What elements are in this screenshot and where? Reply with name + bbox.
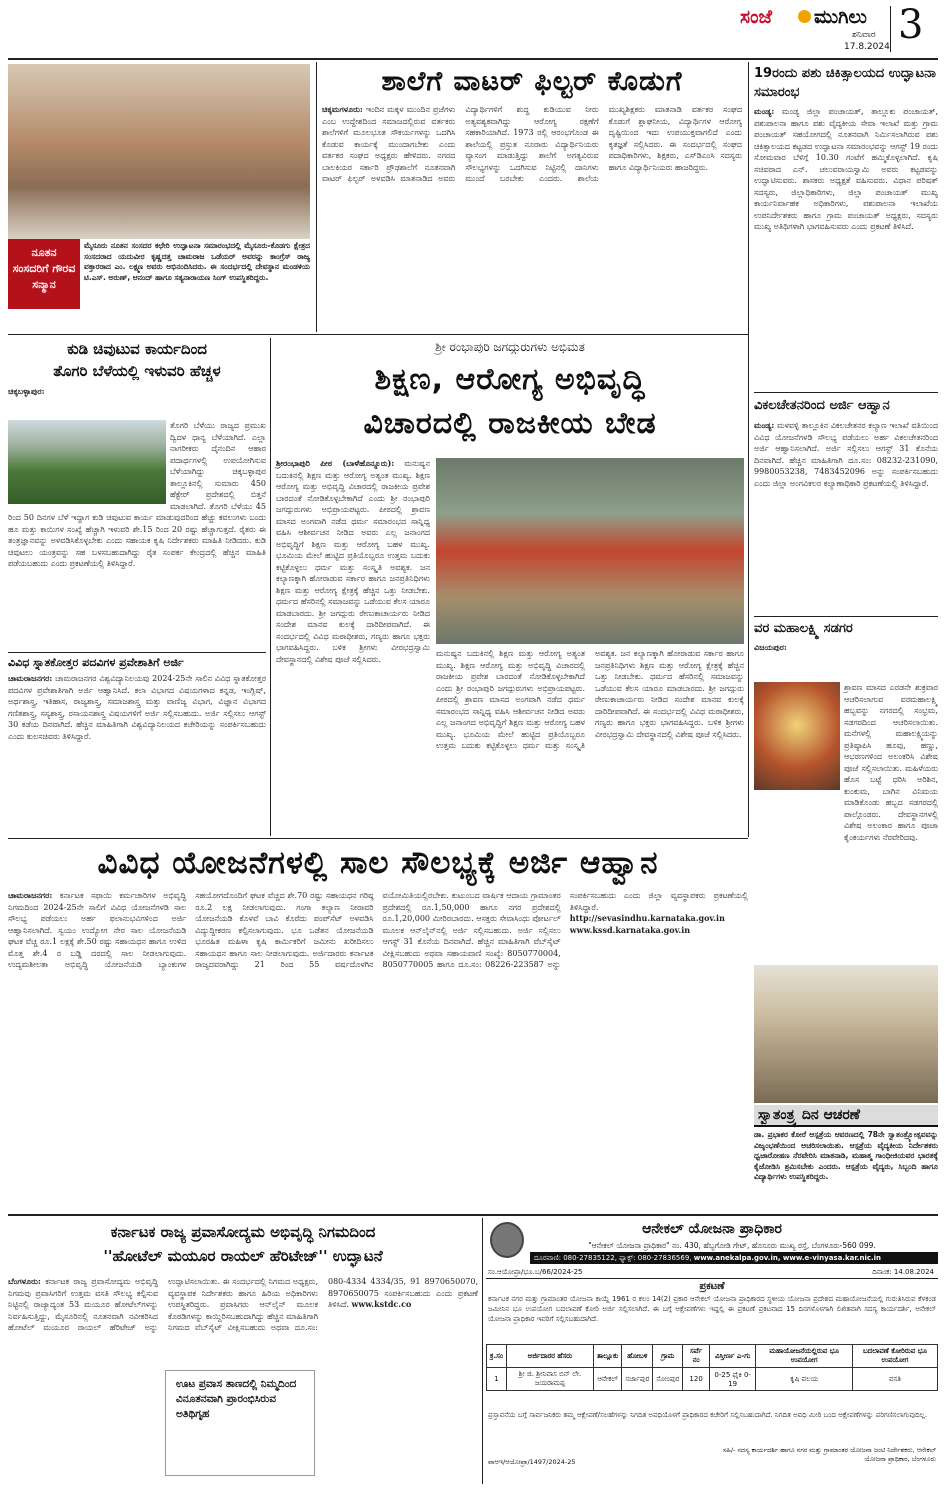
rambhapuri-kicker: ಶ್ರೀ ರಂಭಾಪುರಿ ಜಗದ್ಗುರುಗಳು ಅಭಿಮತ bbox=[435, 340, 585, 354]
vet-hospital-body: ಮಂಡ್ಯ: ಮಂಡ್ಯ ಜಿಲ್ಲಾ ಪಂಚಾಯತ್, ತಾಲ್ಲೂಕು ಪಂಚಾಯತ್, ಪಶುಪಾಲನಾ ಹಾಗೂ ಪಶು ವೈದ್ಯಕೀಯ ಸೇವಾ ಇಲಾಖೆ ಮತ್ತು ಗ್ರಾಮ ಪಂಚಾಯತ್ ಸಹಯೋಗದಲ್ಲಿ ನೂತನವಾಗಿ ನಿರ್ಮಿಸಲಾಗಿರುವ ಪಶು ಚಿಕಿತ್ಸಾಲಯದ ಕಟ್ಟಡದ ಉದ್ಘಾಟನಾ ಸಮಾರಂಭವನ್ನು ಆಗಸ್ಟ್ 19 ರಂದು ಸೋಮವಾರ ಬೆಳಿಗ್ಗೆ 10.30 ಗಂಟೆಗೆ ಹಮ್ಮಿಕೊಳ್ಳಲಾಗಿದೆ. ಕೃಷಿ ಸಚಿವರಾದ ಎನ್. ಚಲುವರಾಯಸ್ವಾಮಿ ಅವರು ಕಟ್ಟಡವನ್ನು ಉದ್ಘಾಟಿಸುವರು. ಶಾಸಕರು ಅಧ್ಯಕ್ಷತೆ ವಹಿಸುವರು. ವಿಧಾನ ಪರಿಷತ್ ಸದಸ್ಯರು, ಜಿಲ್ಲಾಧಿಕಾರಿಗಳು, ಜಿಲ್ಲಾ ಪಂಚಾಯತ್ ಮುಖ್ಯ ಕಾರ್ಯನಿರ್ವಾಹಕ ಅಧಿಕಾರಿಗಳು, ಪಶುಪಾಲನಾ ಇಲಾಖೆಯ ಉಪನಿರ್ದೇಶಕರು ಹಾಗೂ ಗ್ರಾಮ ಪಂಚಾಯತ್ ಅಧ್ಯಕ್ಷರು, ಸದಸ್ಯರು ಮುಖ್ಯ ಅತಿಥಿಗಳಾಗಿ ಭಾಗವಹಿಸುವರು ಎಂದು ಪ್ರಕಟಣೆ ತಿಳಿಸಿದೆ. bbox=[754, 106, 938, 231]
anekal-date: ದಿನಾಂಕ: 14.08.2024 bbox=[872, 1268, 934, 1276]
masthead-date: 17.8.2024 bbox=[844, 42, 890, 52]
sun-icon bbox=[798, 10, 811, 23]
varamahalakshmi-body: ಶ್ರಾವಣ ಮಾಸದ ಎರಡನೇ ಶುಕ್ರವಾರ ಆಚರಿಸಲಾಗುವ ವರಮಹಾಲಕ್ಷ್ಮಿ ಹಬ್ಬವನ್ನು ನಗರದಲ್ಲಿ ಸಂಭ್ರಮ, ಸಡಗರದಿಂದ ಆಚರಿಸಲಾಯಿತು. ಮನೆಗಳಲ್ಲಿ ಮಹಾಲಕ್ಷ್ಮಿಯನ್ನು ಪ್ರತಿಷ್ಠಾಪಿಸಿ ಹೂವು, ಹಣ್ಣು, ಆಭರಣಗಳಿಂದ ಅಲಂಕರಿಸಿ ವಿಶೇಷ ಪೂಜೆ ಸಲ್ಲಿಸಲಾಯಿತು. ಮಹಿಳೆಯರು ಹೊಸ ಬಟ್ಟೆ ಧರಿಸಿ ಅರಿಶಿನ, ಕುಂಕುಮ, ಬಾಗಿನ ವಿನಿಮಯ ಮಾಡಿಕೊಂಡು ಹಬ್ಬದ ಸಡಗರದಲ್ಲಿ ಪಾಲ್ಗೊಂಡರು. ದೇವಸ್ಥಾನಗಳಲ್ಲಿ ವಿಶೇಷ ಅಲಂಕಾರ ಹಾಗೂ ಪೂಜಾ ಕೈಂಕರ್ಯಗಳು ನೆರವೇರಿದವು. bbox=[844, 683, 938, 842]
hotel-mayura-body: ಬೆಂಗಳೂರು: ಕರ್ನಾಟಕ ರಾಜ್ಯ ಪ್ರವಾಸೋದ್ಯಮ ಅಭಿವೃದ್ಧಿ ನಿಗಮವು ಪ್ರವಾಸಿಗರಿಗೆ ಉತ್ತಮ ವಸತಿ ಸೌಲಭ್ಯ ಕಲ್ಪಿಸುವ ನಿಟ್ಟಿನಲ್ಲಿ ರಾಜ್ಯಾದ್ಯಂತ 53 ಮಯೂರ ಹೋಟೆಲ್‌ಗಳನ್ನು ನಿರ್ವಹಿಸುತ್ತಿದ್ದು, ಮೈಸೂರಿನಲ್ಲಿ ನೂತನವಾಗಿ ನವೀಕರಿಸಿದ ಹೋಟೆಲ್ ಮಯೂರ ರಾಯಲ್ ಹೆರಿಟೇಜ್ ಅನ್ನು ಉದ್ಘಾಟಿಸಲಾಯಿತು. ಈ ಸಂದರ್ಭದಲ್ಲಿ ನಿಗಮದ ಅಧ್ಯಕ್ಷರು, ವ್ಯವಸ್ಥಾಪಕ ನಿರ್ದೇಶಕರು ಹಾಗೂ ಹಿರಿಯ ಅಧಿಕಾರಿಗಳು ಉಪಸ್ಥಿತರಿದ್ದರು. ಪ್ರವಾಸಿಗರು ಆನ್‌ಲೈನ್ ಮೂಲಕ ಕೊಠಡಿಗಳನ್ನು ಕಾಯ್ದಿರಿಸಬಹುದಾಗಿದ್ದು ಹೆಚ್ಚಿನ ಮಾಹಿತಿಗಾಗಿ ನಿಗಮದ ವೆಬ್‌ಸೈಟ್ ವೀಕ್ಷಿಸಬಹುದು ಅಥವಾ ದೂ.ಸಂ: 080-4334 4334/35, 91 8970650070, 8970650075 ಸಂಪರ್ಕಿಸಬಹುದು ಎಂದು ಪ್ರಕಟಣೆ ತಿಳಿಸಿದೆ. www.kstdc.co bbox=[8, 1276, 478, 1332]
varamahalakshmi-body-top: ವಿಜಯಪುರ: bbox=[754, 642, 787, 652]
anekal-notice bbox=[486, 1220, 938, 1484]
hotel-mayura-box: ಊಟ ಪ್ರವಾಸ ತಾಣದಲ್ಲಿ ನಿಮ್ಮದಿಂದ ವಿನೂತನವಾಗಿ ಪ್ರಾರಂಭಿಸಿರುವ ಅತಿಥಿಗೃಹ bbox=[165, 1370, 315, 1476]
water-filter-body: ಚಿಕ್ಕಮಗಳೂರು: ಇಂದಿನ ಮಕ್ಕಳ ಮುಂದಿನ ಪ್ರಜೆಗಳು ಎಂಬ ಉದ್ದೇಶದಿಂದ ಸಮಾಜದಲ್ಲಿರುವ ವರ್ತಕರು ಶಾಲೆಗಳಿಗೆ ಮೂಲಭೂತ ಸೌಕರ್ಯಗಳನ್ನು ಒದಗಿಸಿ ಕೊಡುವ ಕಾರ್ಯಕ್ಕೆ ಮುಂದಾಗಬೇಕು ಎಂದು ವರ್ತಕರ ಸಂಘದ ಅಧ್ಯಕ್ಷರು ಹೇಳಿದರು. ನಗರದ ಬಾಲಕಿಯರ ಸರ್ಕಾರಿ ಪ್ರೌಢಶಾಲೆಗೆ ನೂತನವಾಗಿ ವಾಟರ್ ಫಿಲ್ಟರ್ ಅಳವಡಿಸಿ ಮಾತನಾಡಿದ ಅವರು ವಿದ್ಯಾರ್ಥಿಗಳಿಗೆ ಶುದ್ಧ ಕುಡಿಯುವ ನೀರು ಅತ್ಯವಶ್ಯಕವಾಗಿದ್ದು ಆರೋಗ್ಯ ರಕ್ಷಣೆಗೆ ಸಹಕಾರಿಯಾಗಿದೆ. 1973 ರಲ್ಲಿ ಆರಂಭಗೊಂಡ ಈ ಶಾಲೆಯಲ್ಲಿ ಪ್ರಸ್ತುತ ನೂರಾರು ವಿದ್ಯಾರ್ಥಿನಿಯರು ವ್ಯಾಸಂಗ ಮಾಡುತ್ತಿದ್ದು ಶಾಲೆಗೆ ಅಗತ್ಯವಿರುವ ಸೌಲಭ್ಯಗಳನ್ನು ಒದಗಿಸುವ ನಿಟ್ಟಿನಲ್ಲಿ ದಾನಿಗಳು ಮುಂದೆ ಬರಬೇಕು ಎಂದರು. ಶಾಲೆಯ ಮುಖ್ಯಶಿಕ್ಷಕರು ಮಾತನಾಡಿ ವರ್ತಕರ ಸಂಘದ ಕೊಡುಗೆ ಶ್ಲಾಘನೀಯ, ವಿದ್ಯಾರ್ಥಿಗಳ ಆರೋಗ್ಯ ದೃಷ್ಟಿಯಿಂದ ಇದು ಉಪಯುಕ್ತವಾಗಲಿದೆ ಎಂದು ಕೃತಜ್ಞತೆ ಸಲ್ಲಿಸಿದರು. ಈ ಸಂದರ್ಭದಲ್ಲಿ ಸಂಘದ ಪದಾಧಿಕಾರಿಗಳು, ಶಿಕ್ಷಕರು, ಎಸ್‌ಡಿಎಂಸಿ ಸದಸ್ಯರು ಹಾಗೂ ವಿದ್ಯಾರ್ಥಿನಿಯರು ಹಾಜರಿದ್ದರು. bbox=[322, 104, 742, 183]
vikalachetana-headline: ವಿಕಲಚೇತನರಿಂದ ಅರ್ಜಿ ಆಹ್ವಾನ bbox=[754, 398, 890, 413]
rambhapuri-body-right: ಮನುಷ್ಯನ ಬದುಕಿನಲ್ಲಿ ಶಿಕ್ಷಣ ಮತ್ತು ಆರೋಗ್ಯ ಅತ್ಯಂತ ಮುಖ್ಯ. ಶಿಕ್ಷಣ ಆರೋಗ್ಯ ಮತ್ತು ಅಭಿವೃದ್ಧಿ ವಿಚಾರದಲ್ಲಿ ರಾಜಕೀಯ ಪ್ರವೇಶ ಬಾರದಂತೆ ನೋಡಿಕೊಳ್ಳಬೇಕಾಗಿದೆ ಎಂದು ಶ್ರೀ ರಂಭಾಪುರಿ ಜಗದ್ಗುರುಗಳು ಅಭಿಪ್ರಾಯಪಟ್ಟರು. ಪೀಠದಲ್ಲಿ ಶ್ರಾವಣ ಮಾಸದ ಅಂಗವಾಗಿ ನಡೆದ ಧರ್ಮ ಸಮಾರಂಭದ ಸಾನ್ನಿಧ್ಯ ವಹಿಸಿ ಆಶೀರ್ವಚನ ನೀಡಿದ ಅವರು ಎಲ್ಲ ಜನಾಂಗದ ಅಭಿವೃದ್ಧಿಗೆ ಶಿಕ್ಷಣ ಮತ್ತು ಆರೋಗ್ಯ ಬಹಳ ಮುಖ್ಯ. ಭೂಮಿಯ ಮೇಲೆ ಹುಟ್ಟಿದ ಪ್ರತಿಯೊಬ್ಬರೂ ಉತ್ತಮ ಬದುಕು ಕಟ್ಟಿಕೊಳ್ಳಲು ಧರ್ಮ ಮತ್ತು ಸಂಸ್ಕೃತಿ ಅವಶ್ಯಕ. ಜನ ಕಲ್ಯಾಣಕ್ಕಾಗಿ ಹೋರಾಡುವ ಸರ್ಕಾರ ಹಾಗೂ ಜನಪ್ರತಿನಿಧಿಗಳು ಶಿಕ್ಷಣ ಮತ್ತು ಆರೋಗ್ಯ ಕ್ಷೇತ್ರಕ್ಕೆ ಹೆಚ್ಚಿನ ಒತ್ತು ನೀಡಬೇಕು. ಧರ್ಮದ ಹೆಸರಿನಲ್ಲಿ ಸಮಾಜವನ್ನು ಒಡೆಯುವ ಕೆಲಸ ಯಾರೂ ಮಾಡಬಾರದು. ಶ್ರೀ ಜಗದ್ಗುರು ರೇಣುಕಾಚಾರ್ಯರು ನೀಡಿದ ಸಂದೇಶ ಮಾನವ ಕುಲಕ್ಕೆ ದಾರಿದೀಪವಾಗಿದೆ. ಈ ಸಂದರ್ಭದಲ್ಲಿ ವಿವಿಧ ಮಠಾಧೀಶರು, ಗಣ್ಯರು ಹಾಗೂ ಭಕ್ತರು ಭಾಗವಹಿಸಿದ್ದರು. ಬಳಿಕ ಶ್ರೀಗಳು ವೀರಭದ್ರಸ್ವಾಮಿ ದೇವಸ್ಥಾನದಲ್ಲಿ ವಿಶೇಷ ಪೂಜೆ ಸಲ್ಲಿಸಿದರು. bbox=[436, 649, 744, 750]
tur-crop-body: ತೊಗರಿ ಬೆಳೆಯು ರಾಜ್ಯದ ಪ್ರಮುಖ ದ್ವಿದಳ ಧಾನ್ಯ ಬೆಳೆಯಾಗಿದೆ. ಎಲ್ಲಾ ನಾಗರೀಕರು ದೈನಂದಿನ ಆಹಾರ ಪದಾರ್ಥಗಳಲ್ಲಿ ಉಪಯೋಗಿಸುವ ಬೆಳೆಯಾಗಿದ್ದು ಚಿಕ್ಕಬಳ್ಳಾಪುರ ತಾಲ್ಲೂಕಿನಲ್ಲಿ ಸುಮಾರು 450 ಹೆಕ್ಟೇರ್ ಪ್ರದೇಶದಲ್ಲಿ ಬಿತ್ತನೆ ಮಾಡಲಾಗಿದೆ. ತೊಗರಿ ಬೆಳೆಯು 45 ರಿಂದ 50 ದಿನಗಳ ಬೆಳೆ ಇದ್ದಾಗ ಕುಡಿ ಚಿವುಟುವ ಕಾರ್ಯ ಮಾಡುವುದರಿಂದ ಹೆಚ್ಚು ಕವಲುಗಳು ಬಂದು ಹೂ ಮತ್ತು ಕಾಯಿಗಳ ಸಂಖ್ಯೆ ಹೆಚ್ಚಾಗಿ ಇಳುವರಿ ಶೇ.15 ರಿಂದ 20 ರಷ್ಟು ಹೆಚ್ಚಾಗುತ್ತದೆ. ರೈತರು ಈ ತಂತ್ರಜ್ಞಾನವನ್ನು ಅಳವಡಿಸಿಕೊಳ್ಳಬೇಕು ಎಂದು ಸಹಾಯಕ ಕೃಷಿ ನಿರ್ದೇಶಕರು ಮಾಹಿತಿ ನೀಡಿದರು. ಕುಡಿ ಚಿವುಟಲು ಯಂತ್ರವನ್ನು ಸಹ ಬಳಸಬಹುದಾಗಿದ್ದು ರೈತ ಸಂಪರ್ಕ ಕೇಂದ್ರದಲ್ಲಿ ಹೆಚ್ಚಿನ ಮಾಹಿತಿ ಪಡೆಯಬಹುದು ಎಂದು ಪ್ರಕಟಣೆಯಲ್ಲಿ ತಿಳಿಸಿದ್ದಾರೆ. bbox=[8, 421, 266, 568]
anekal-website-link[interactable]: www.anekalpa.gov.in, www.e-vinyasa.kar.nic.in bbox=[693, 1254, 882, 1262]
tur-crop-headline: ಕುಡಿ ಚಿವುಟುವ ಕಾರ್ಯದಿಂದ ತೊಗರಿ ಬೆಳೆಯಲ್ಲಿ ಇಳುವರಿ ಹೆಚ್ಚಳ bbox=[53, 340, 221, 380]
brand-sanje: ಸಂಜೆ bbox=[740, 6, 773, 28]
independence-day-headline-box: ಸ್ವಾತಂತ್ರ್ಯ ದಿನ ಆಚರಣೆ bbox=[754, 1105, 938, 1127]
anekal-authority: ಆನೇಕಲ್ ಯೋಜನಾ ಪ್ರಾಧಿಕಾರ bbox=[642, 1221, 782, 1237]
anekal-land-table bbox=[486, 1344, 938, 1391]
varamahalakshmi-headline: ವರ ಮಹಾಲಕ್ಷ್ಮಿ ಸಡಗರ bbox=[754, 621, 853, 636]
tur-crop-body-top: ಚಿಕ್ಕಬಳ್ಳಾಪುರ: bbox=[8, 386, 45, 396]
brand-mugilu: ಮುಗಿಲು bbox=[814, 6, 867, 28]
kssd-link[interactable]: www.kssd.karnataka.gov.in bbox=[569, 924, 691, 935]
masthead-day: ಶನಿವಾರ bbox=[852, 30, 876, 40]
loan-scheme-body: ಚಾಮರಾಜನಗರ: ಕರ್ನಾಟಕ ಸಫಾಯಿ ಕರ್ಮಚಾರಿಗಳ ಅಭಿವೃದ್ಧಿ ನಿಗಮದಿಂದ 2024-25ನೇ ಸಾಲಿಗೆ ವಿವಿಧ ಯೋಜನೆಗಳಡಿ ಸಾಲ ಸೌಲಭ್ಯ ಪಡೆಯಲು ಅರ್ಹ ಫಲಾನುಭವಿಗಳಿಂದ ಅರ್ಜಿ ಆಹ್ವಾನಿಸಲಾಗಿದೆ. ಸ್ವಯಂ ಉದ್ಯೋಗ ನೇರ ಸಾಲ ಯೋಜನೆಯಡಿ ಘಟಕ ವೆಚ್ಚ ರೂ.1 ಲಕ್ಷಕ್ಕೆ ಶೇ.50 ರಷ್ಟು ಸಹಾಯಧನ ಹಾಗೂ ಉಳಿದ ಮೊತ್ತ ಶೇ.4 ರ ಬಡ್ಡಿ ದರದಲ್ಲಿ ಸಾಲ ನೀಡಲಾಗುವುದು. ಉದ್ಯಮಶೀಲತಾ ಅಭಿವೃದ್ಧಿ ಯೋಜನೆಯಡಿ ಬ್ಯಾಂಕುಗಳ ಸಹಯೋಗದೊಂದಿಗೆ ಘಟಕ ವೆಚ್ಚದ ಶೇ.70 ರಷ್ಟು ಸಹಾಯಧನ ಗರಿಷ್ಠ ರೂ.2 ಲಕ್ಷ ನೀಡಲಾಗುವುದು. ಗಂಗಾ ಕಲ್ಯಾಣ ನೀರಾವರಿ ಯೋಜನೆಯಡಿ ಕೊಳವೆ ಬಾವಿ ಕೊರೆದು ಪಂಪ್‌ಸೆಟ್ ಅಳವಡಿಸಿ ವಿದ್ಯುದ್ದೀಕರಣ ಕಲ್ಪಿಸಲಾಗುವುದು. ಭೂ ಒಡೆತನ ಯೋಜನೆಯಡಿ ಭೂರಹಿತ ಮಹಿಳಾ ಕೃಷಿ ಕಾರ್ಮಿಕರಿಗೆ ಜಮೀನು ಖರೀದಿಸಲು ಸಹಾಯಧನ ಹಾಗೂ ಸಾಲ ನೀಡಲಾಗುವುದು. ಅರ್ಜಿದಾರರು ಕರ್ನಾಟಕ ರಾಜ್ಯದವರಾಗಿದ್ದು 21 ರಿಂದ 55 ವರ್ಷದೊಳಗಿನ ವಯೋಮಿತಿಯಲ್ಲಿರಬೇಕು. ಕುಟುಂಬದ ವಾರ್ಷಿಕ ಆದಾಯ ಗ್ರಾಮಾಂತರ ಪ್ರದೇಶದಲ್ಲಿ ರೂ.1,50,000 ಹಾಗೂ ನಗರ ಪ್ರದೇಶದಲ್ಲಿ ರೂ.1,20,000 ಮೀರಿರಬಾರದು. ಆಸಕ್ತರು ಸೇವಾಸಿಂಧು ಪೋರ್ಟಲ್ ಮೂಲಕ ಆನ್‌ಲೈನ್‌ನಲ್ಲಿ ಅರ್ಜಿ ಸಲ್ಲಿಸಬಹುದು. ಅರ್ಜಿ ಸಲ್ಲಿಸಲು ಆಗಸ್ಟ್ 31 ಕೊನೆಯ ದಿನವಾಗಿದೆ. ಹೆಚ್ಚಿನ ಮಾಹಿತಿಗಾಗಿ ವೆಬ್‌ಸೈಟ್ ವೀಕ್ಷಿಸಬಹುದು ಅಥವಾ ಸಹಾಯವಾಣಿ ಸಂಖ್ಯೆ: 8050770004, 8050770005 ಹಾಗೂ ದೂ.ಸಂ: 08226-223587 ಅನ್ನು ಸಂಪರ್ಕಿಸಬಹುದು ಎಂದು ಜಿಲ್ಲಾ ವ್ಯವಸ್ಥಾಪಕರು ಪ್ರಕಟಣೆಯಲ್ಲಿ ತಿಳಿಸಿದ್ದಾರೆ. http://sevasindhu.karnataka.gov.in www.kssd.karnataka.gov.in bbox=[8, 890, 748, 969]
anekal-dipr: ವಾಆಇ/ಆಯೋಪ್ರಾ/1497/2024-25 bbox=[488, 1458, 576, 1466]
vikalachetana-body: ಮಂಡ್ಯ: ಮಳವಳ್ಳಿ ತಾಲ್ಲೂಕಿನ ವಿಕಲಚೇತನರ ಕಲ್ಯಾಣ ಇಲಾಖೆ ವತಿಯಿಂದ ವಿವಿಧ ಯೋಜನೆಗಳಡಿ ಸೌಲಭ್ಯ ಪಡೆಯಲು ಅರ್ಹ ವಿಕಲಚೇತನರಿಂದ ಅರ್ಜಿ ಆಹ್ವಾನಿಸಲಾಗಿದೆ. ಅರ್ಜಿ ಸಲ್ಲಿಸಲು ಆಗಸ್ಟ್ 31 ಕೊನೆಯ ದಿನವಾಗಿದೆ. ಹೆಚ್ಚಿನ ಮಾಹಿತಿಗಾಗಿ ದೂ.ಸಂ: 08232-231090, 9980053238, 7483452096 ಅನ್ನು ಸಂಪರ್ಕಿಸಬಹುದು ಎಂದು ಜಿಲ್ಲಾ ಅಂಗವಿಕಲರ ಕಲ್ಯಾಣಾಧಿಕಾರಿ ಪ್ರಕಟಣೆಯಲ್ಲಿ ತಿಳಿಸಿದ್ದಾರೆ. bbox=[754, 420, 939, 488]
mp-badge: ನೂತನ ಸಂಸದರಿಗೆ ಗೌರವ ಸನ್ಮಾನ bbox=[8, 239, 80, 309]
pg-admission-headline: ವಿವಿಧ ಸ್ನಾತಕೋತ್ತರ ಪದವಿಗಳ ಪ್ರವೇಶಾತಿಗೆ ಅರ್ಜಿ bbox=[8, 656, 184, 669]
mp-felicitation-photo bbox=[8, 64, 310, 239]
anekal-footer-text: ಪ್ರಸ್ತಾವನೆಯ ಬಗ್ಗೆ ಸಾರ್ವಜನಿಕರು ತಮ್ಮ ಆಕ್ಷೇಪಣೆ/ಸಲಹೆಗಳನ್ನು ನಿಗದಿತ ಅವಧಿಯೊಳಗೆ ಪ್ರಾಧಿಕಾರದ ಕಚೇರಿಗೆ ಸಲ್ಲಿಸಬಹುದಾಗಿದೆ. ನಿಗದಿತ ಅವಧಿ ಮೀರಿ ಬಂದ ಆಕ್ಷೇಪಣೆಗಳನ್ನು ಪರಿಗಣಿಸಲಾಗುವುದಿಲ್ಲ. bbox=[488, 1411, 928, 1419]
anekal-ref: ಸಂ.ಆಯೋಪ್ರಾ/ಭೂ.ಬ/66/2024-25 bbox=[488, 1268, 583, 1276]
hotel-mayura-headline: ಕರ್ನಾಟಕ ರಾಜ್ಯ ಪ್ರವಾಸೋದ್ಯಮ ಅಭಿವೃದ್ಧಿ ನಿಗಮದಿಂದ ''ಹೋಟೆಲ್ ಮಯೂರ ರಾಯಲ್ ಹೆರಿಟೇಜ್'' ಉದ್ಘಾಟನೆ bbox=[103, 1223, 383, 1265]
independence-day-body: ಡಾ. ಪ್ರಭಾಕರ ಕೋರೆ ಆಸ್ಪತ್ರೆಯ ಆವರಣದಲ್ಲಿ 78ನೇ ಸ್ವಾತಂತ್ರ್ಯೋತ್ಸವವನ್ನು ವಿಜೃಂಭಣೆಯಿಂದ ಆಚರಿಸಲಾಯಿತು. ಆಸ್ಪತ್ರೆಯ ವೈದ್ಯಕೀಯ ನಿರ್ದೇಶಕರು ಧ್ವಜಾರೋಹಣ ನೆರವೇರಿಸಿ ಮಾತನಾಡಿ, ಮಹಾತ್ಮ ಗಾಂಧೀಜಿಯವರ ಭಾರತಕ್ಕೆ ಕೈಜೋಡಿಸಿ ಶ್ರಮಿಸಬೇಕು ಎಂದರು. ಆಸ್ಪತ್ರೆಯ ವೈದ್ಯರು, ಸಿಬ್ಬಂದಿ ಹಾಗೂ ವಿದ್ಯಾರ್ಥಿಗಳು ಉಪಸ್ಥಿತರಿದ್ದರು. bbox=[754, 1130, 938, 1181]
rambhapuri-headline: ಶಿಕ್ಷಣ, ಆರೋಗ್ಯ ಅಭಿವೃದ್ಧಿ ವಿಚಾರದಲ್ಲಿ ರಾಜಕೀಯ ಬೇಡ bbox=[363, 362, 657, 441]
anekal-signature: ಸಹಿ/- ಸದಸ್ಯ ಕಾರ್ಯದರ್ಶಿ ಹಾಗೂ ನಗರ ಮತ್ತು ಗ್ರಾಮಾಂತರ ಯೋಜನಾ ಜಂಟಿ ನಿರ್ದೇಶಕರು, ಆನೇಕಲ್ ಯೋಜನಾ ಪ್ರಾಧಿಕಾರ, ಬೆಂಗಳೂರು bbox=[722, 1446, 936, 1463]
independence-day-photo bbox=[754, 965, 938, 1103]
rambhapuri-body-left: ಶ್ರೀರಂಭಾಪುರಿ ಪೀಠ (ಬಾಳೆಹೊನ್ನೂರು): ಮನುಷ್ಯನ ಬದುಕಿನಲ್ಲಿ ಶಿಕ್ಷಣ ಮತ್ತು ಆರೋಗ್ಯ ಅತ್ಯಂತ ಮುಖ್ಯ. ಶಿಕ್ಷಣ ಆರೋಗ್ಯ ಮತ್ತು ಅಭಿವೃದ್ಧಿ ವಿಚಾರದಲ್ಲಿ ರಾಜಕೀಯ ಪ್ರವೇಶ ಬಾರದಂತೆ ನೋಡಿಕೊಳ್ಳಬೇಕಾಗಿದೆ ಎಂದು ಶ್ರೀ ರಂಭಾಪುರಿ ಜಗದ್ಗುರುಗಳು ಅಭಿಪ್ರಾಯಪಟ್ಟರು. ಪೀಠದಲ್ಲಿ ಶ್ರಾವಣ ಮಾಸದ ಅಂಗವಾಗಿ ನಡೆದ ಧರ್ಮ ಸಮಾರಂಭದ ಸಾನ್ನಿಧ್ಯ ವಹಿಸಿ ಆಶೀರ್ವಚನ ನೀಡಿದ ಅವರು ಎಲ್ಲ ಜನಾಂಗದ ಅಭಿವೃದ್ಧಿಗೆ ಶಿಕ್ಷಣ ಮತ್ತು ಆರೋಗ್ಯ ಬಹಳ ಮುಖ್ಯ. ಭೂಮಿಯ ಮೇಲೆ ಹುಟ್ಟಿದ ಪ್ರತಿಯೊಬ್ಬರೂ ಉತ್ತಮ ಬದುಕು ಕಟ್ಟಿಕೊಳ್ಳಲು ಧರ್ಮ ಮತ್ತು ಸಂಸ್ಕೃತಿ ಅವಶ್ಯಕ. ಜನ ಕಲ್ಯಾಣಕ್ಕಾಗಿ ಹೋರಾಡುವ ಸರ್ಕಾರ ಹಾಗೂ ಜನಪ್ರತಿನಿಧಿಗಳು ಶಿಕ್ಷಣ ಮತ್ತು ಆರೋಗ್ಯ ಕ್ಷೇತ್ರಕ್ಕೆ ಹೆಚ್ಚಿನ ಒತ್ತು ನೀಡಬೇಕು. ಧರ್ಮದ ಹೆಸರಿನಲ್ಲಿ ಸಮಾಜವನ್ನು ಒಡೆಯುವ ಕೆಲಸ ಯಾರೂ ಮಾಡಬಾರದು. ಶ್ರೀ ಜಗದ್ಗುರು ರೇಣುಕಾಚಾರ್ಯರು ನೀಡಿದ ಸಂದೇಶ ಮಾನವ ಕುಲಕ್ಕೆ ದಾರಿದೀಪವಾಗಿದೆ. ಈ ಸಂದರ್ಭದಲ್ಲಿ ವಿವಿಧ ಮಠಾಧೀಶರು, ಗಣ್ಯರು ಹಾಗೂ ಭಕ್ತರು ಭಾಗವಹಿಸಿದ್ದರು. ಬಳಿಕ ಶ್ರೀಗಳು ವೀರಭದ್ರಸ್ವಾಮಿ ದೇವಸ್ಥಾನದಲ್ಲಿ ವಿಶೇಷ ಪೂಜೆ ಸಲ್ಲಿಸಿದರು. bbox=[276, 458, 430, 664]
lakshmi-idol-photo bbox=[754, 682, 840, 790]
page-number: 3 bbox=[898, 2, 924, 48]
kstdc-link[interactable]: www.kstdc.co bbox=[351, 1299, 412, 1309]
table-header-row: ಕ್ರ.ಸಂ ಅರ್ಜಿದಾರರ ಹೆಸರು ತಾಲ್ಲೂಕು ಹೋಬಳಿ ಗ್ರಾಮ ಸರ್ವೆ ನಂ ವಿಸ್ತೀರ್ಣ ಎ-ಗು ಮಹಾಯೋಜನೆಯಲ್ಲಿರುವ ಭೂ ಉಪಯೋಗ ಬದಲಾವಣೆ ಕೋರಿರುವ ಭೂ ಉಪಯೋಗ bbox=[487, 1345, 938, 1368]
anekal-address: "ಆನೇಕಲ್ ಯೋಜನಾ ಪ್ರಾಧಿಕಾರ" ನಂ. 430, ಹೆಬ್ಬಗೋಡಿ ಗೇಟ್, ಹೊಸೂರು ಮುಖ್ಯ ರಸ್ತೆ, ಬೆಂಗಳೂರು-560 099. bbox=[588, 1241, 876, 1250]
mp-caption: ಮೈಸೂರು ನೂತನ ಸಂಸದರ ಕಛೇರಿ ಉದ್ಘಾಟನಾ ಸಮಾರಂಭದಲ್ಲಿ ಮೈಸೂರು-ಕೊಡಗು ಕ್ಷೇತ್ರದ ಸಂಸದರಾದ ಯದುವೀರ ಕೃಷ್ಣದತ್ತ ಚಾಮರಾಜ ಒಡೆಯರ್ ಅವರನ್ನು ಕಾಂಗ್ರೆಸ್ ರಾಜ್ಯ ವಕ್ತಾರರಾದ ಎಂ. ಲಕ್ಷ್ಮಣ ಅವರು ಅಭಿನಂದಿಸಿದರು. ಈ ಸಂದರ್ಭದಲ್ಲಿ ದೇವಸ್ಥಾನ ಮಂಡಳಿಯ ಟಿ.ಎಸ್. ಅರುಣ್, ಆನಂದ್ ಹಾಗೂ ಸತ್ಯನಾರಾಯಣ ಸಿಂಗ್ ಉಪಸ್ಥಿತರಿದ್ದರು. bbox=[84, 241, 310, 282]
masthead bbox=[740, 4, 940, 56]
anekal-phone-bar: ದೂರವಾಣಿ: 080-27835122, ಫ್ಯಾಕ್ಸ್: 080-27836569, www.anekalpa.gov.in, www.e-vinyasa.kar.nic.in bbox=[530, 1252, 938, 1264]
pg-admission-body: ಚಾಮರಾಜನಗರ: ಚಾಮರಾಜನಗರ ವಿಶ್ವವಿದ್ಯಾನಿಲಯವು 2024-25ನೇ ಸಾಲಿನ ವಿವಿಧ ಸ್ನಾತಕೋತ್ತರ ಪದವಿಗಳ ಪ್ರವೇಶಾತಿಗಾಗಿ ಅರ್ಜಿ ಆಹ್ವಾನಿಸಿದೆ. ಕಲಾ ವಿಭಾಗದ ವಿಷಯಗಳಾದ ಕನ್ನಡ, ಇಂಗ್ಲಿಷ್, ಅರ್ಥಶಾಸ್ತ್ರ, ಇತಿಹಾಸ, ರಾಜ್ಯಶಾಸ್ತ್ರ, ಸಮಾಜಶಾಸ್ತ್ರ ಮತ್ತು ವಾಣಿಜ್ಯ ವಿಭಾಗ, ವಿಜ್ಞಾನ ವಿಭಾಗದ ಗಣಿತಶಾಸ್ತ್ರ, ಸಸ್ಯಶಾಸ್ತ್ರ, ರಸಾಯನಶಾಸ್ತ್ರ ವಿಷಯಗಳಿಗೆ ಅರ್ಜಿ ಸಲ್ಲಿಸಬಹುದು. ಅರ್ಜಿ ಸಲ್ಲಿಸಲು ಆಗಸ್ಟ್ 30 ಕಡೆಯ ದಿನವಾಗಿದೆ. ಹೆಚ್ಚಿನ ಮಾಹಿತಿಗಾಗಿ ವಿಶ್ವವಿದ್ಯಾನಿಲಯದ ಕಚೇರಿಯನ್ನು ಸಂಪರ್ಕಿಸಬಹುದು ಎಂದು ಕುಲಸಚಿವರು ತಿಳಿಸಿದ್ದಾರೆ. bbox=[8, 673, 266, 741]
anekal-notice-body: ಕರ್ನಾಟಕ ನಗರ ಮತ್ತು ಗ್ರಾಮಾಂತರ ಯೋಜನಾ ಕಾಯ್ದೆ 1961 ರ ಕಲಂ 14(2) ಪ್ರಕಾರ ಆನೇಕಲ್ ಯೋಜನಾ ಪ್ರಾಧಿಕಾರದ ಸ್ಥಳೀಯ ಯೋಜನಾ ಪ್ರದೇಶದ ಮಹಾಯೋಜನೆಯಲ್ಲಿ ಗುರುತಿಸಿರುವ ಕೆಳಕಂಡ ಜಮೀನಿನ ಭೂ ಉಪಯೋಗ ಬದಲಾವಣೆ ಕೋರಿ ಅರ್ಜಿ ಸಲ್ಲಿಸಲಾಗಿದೆ. ಈ ಬಗ್ಗೆ ಆಕ್ಷೇಪಣೆಗಳು ಇದ್ದಲ್ಲಿ ಈ ಪ್ರಕಟಣೆ ಪ್ರಕಟವಾದ 15 ದಿನಗಳೊಳಗಾಗಿ ಲಿಖಿತವಾಗಿ ಸದಸ್ಯ ಕಾರ್ಯದರ್ಶಿ, ಆನೇಕಲ್ ಯೋಜನಾ ಪ್ರಾಧಿಕಾರ ಇವರಿಗೆ ಸಲ್ಲಿಸಬಹುದಾಗಿದೆ. bbox=[488, 1295, 936, 1323]
loan-scheme-headline: ವಿವಿಧ ಯೋಜನೆಗಳಲ್ಲಿ ಸಾಲ ಸೌಲಭ್ಯಕ್ಕೆ ಅರ್ಜಿ ಆಹ್ವಾನ bbox=[97, 845, 659, 881]
vet-hospital-headline: 19ರಂದು ಪಶು ಚಿಕಿತ್ಸಾಲಯದ ಉದ್ಘಾಟನಾ ಸಮಾರಂಭ bbox=[754, 66, 936, 100]
rambhapuri-ritual-photo bbox=[436, 458, 744, 644]
sevasindhu-link[interactable]: http://sevasindhu.karnataka.gov.in bbox=[569, 913, 725, 923]
water-filter-headline: ಶಾಲೆಗೆ ವಾಟರ್ ಫಿಲ್ಟರ್ ಕೊಡುಗೆ bbox=[381, 66, 683, 97]
anekal-notice-title: ಪ್ರಕಟಣೆ bbox=[699, 1281, 725, 1292]
table-row: 1 ಶ್ರೀ ಜಿ. ಶ್ರೀನಿವಾಸ ಬಿನ್ ಲೇ. ಜಯರಾಮಪ್ಪ ಆನೇಕಲ್ ಸರ್ಜಾಪುರ ಸೋಂಪುರ 120 0-25 ಫೈಕಿ 0-19 ಕೃಷಿ ವಲಯ ವಸತಿ bbox=[487, 1368, 938, 1391]
